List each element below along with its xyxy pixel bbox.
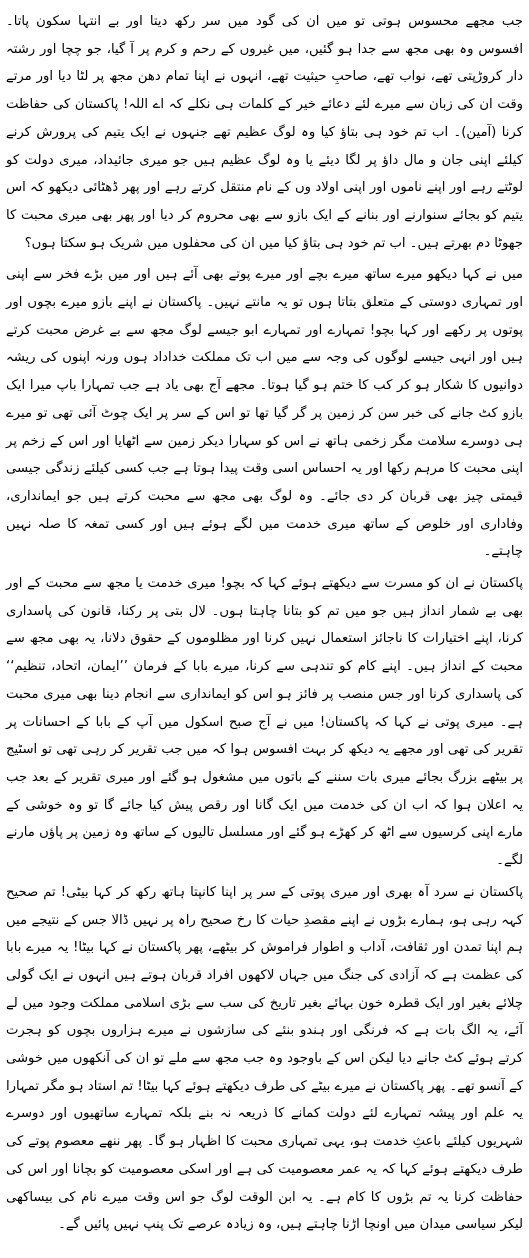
article-paragraph-4: پاکستان نے سرد آہ بھری اور میری پوتی کے سر پر اپنا کانپتا ہاتھ رکھ کر کہا بیٹی! تم صحیح کہہ رہی ہو، ہمارے بڑوں نے اپنے مقصدِ حیات کا رخ صحیح راہ پر نہیں ڈالا جس کے نتیجے میں ہم اپنا تمدن اور ثقافت، آداب و اطوار فراموش کر بیٹھے، پھر پاکستان نے کہا بیٹا! یہ میرے بابا کی عظمت ہے کہ آزادی کی جنگ میں جہاں لاکھوں افراد قربان ہوتے ہیں انہوں نے ایک گولی چلائے بغیر اور ایک قطرہ خون بہائے بغیر تاریخ کی سب سے بڑی اسلامی مملکت وجود میں لے آئے، یہ الگ بات ہے کہ فرنگی اور ہندو بنئے کی سازشوں نے میرے ہزاروں بچوں کو ہجرت کرتے ہوئے کٹ جانے دیا لیکن اس کے باوجود وہ جب مجھ سے ملے تو ان کی آنکھوں میں خوشی کے آنسو تھے۔ پھر پاکستان نے میرے بیٹے کی طرف دیکھتے ہوئے کہا بیٹا! تم استاد ہو مگر تمہارا یہ علم اور پیشہ تمہارے لئے دولت کمانے کا ذریعہ نہ بنے بلکہ تمہارے ساتھیوں اور دوسرے شہریوں کیلئے باعثِ خدمت ہو، یہی تمہاری محبت کا اظہار ہو گا۔ پھر ننھے معصوم پوتے کی طرف دیکھتے ہوئے کہا کہ یہ عمر معصومیت کی ہے اور اسکی معصومیت کو بچانا اور اس کی حفاظت کرنا یہ تم بڑوں کا کام ہے۔ یہ ابن الوقت لوگ جو اس وقت میرے نام کی بیساکھی لیکر سیاسی میدان میں اونچا اڑنا چاہتے ہیں، وہ زیادہ عرصے تک پنپ نہیں پائیں گے۔ [6, 884, 523, 1233]
article-paragraph-3: پاکستان نے ان کو مسرت سے دیکھتے ہوئے کہا کہ بچو! میری خدمت یا مجھ سے محبت کے اور بھی بے شمار انداز ہیں جو میں تم کو بتانا چاہتا ہوں۔ لال بتی پر رکنا، قانون کی پاسداری کرنا، اپنے اختیارات کا ناجائز استعمال نہیں کرنا اور مظلوموں کے حقوق دلانا، یہ بھی مجھ سے محبت کے انداز ہیں۔ اپنے کام کو تندہی سے کرنا، میرے بابا کے فرمان ’’ایمان، اتحاد، تنظیم‘‘ کی پاسداری کرنا اور جس منصب پر فائز ہو اس کو ایمانداری سے انجام دینا بھی میری محبت ہے۔ میری پوتی نے کہا کہ پاکستان! میں نے آج صبح اسکول میں آپ کے بابا کے احسانات پر تقریر کی تھی اور مجھے یہ دیکھ کر بہت افسوس ہوا کہ میں جب تقریر کر رہی تھی تو اسٹیج پر بیٹھے بزرگ بجائے میری بات سننے کے باتوں میں مشغول ہو گئے اور میری تقریر کے بعد جب یہ اعلان ہوا کہ اب ان کی خدمت میں ایک گانا اور رقص پیش کیا جائے گا تو وہ خوشی کے مارے اپنی کرسیوں سے اٹھ کر کھڑے ہو گئے اور مسلسل تالیوں کے ساتھ وہ زمین پر پاؤں مارنے لگے۔ [6, 576, 523, 869]
article-paragraph-2: میں نے کہا دیکھو میرے ساتھ میرے بچے اور میرے پوتے بھی آئے ہیں اور میں بڑے فخر سے اپنی اور تمہاری دوستی کے متعلق بتاتا ہوں تو یہ مانتے نہیں۔ پاکستان نے اپنے بازو میرے بچوں اور پوتوں پر رکھے اور کہا بچو! تمہارے اور تمہارے ابو جیسے لوگ مجھ سے بے غرض محبت کرتے ہیں اور انہی جیسے لوگوں کی وجہ سے میں اب تک مملکت خداداد ہوں ورنہ اپنوں کی ریشہ دوانیوں کا شکار ہو کر کب کا ختم ہو گیا ہوتا۔ مجھے آج بھی یاد ہے جب تمہارا باپ میرا ایک بازو کٹ جانے کی خبر سن کر زمین پر گر گیا تھا تو اس کے سر پر ایک چوٹ آئی تھی تو میرے ہی دوسرے سلامت مگر زخمی ہاتھ نے اس کو سہارا دیکر زمین سے اٹھایا اور اس کے زخم پر اپنی محبت کا مرہم رکھا اور یہ احساس اسی وقت پیدا ہوتا ہے جب کسی کیلئے زندگی جیسی قیمتی چیز بھی قربان کر دی جائے۔ وہ لوگ بھی مجھ سے محبت کرتے ہیں جو ایمانداری، وفاداری اور خلوص کے ساتھ میری خدمت میں لگے ہوئے ہیں اور کسی تمغہ کا صلہ نہیں چاہتے۔ [6, 267, 523, 560]
article-paragraph-1: جب مجھے محسوس ہوتی تو میں ان کی گود میں سر رکھ دیتا اور بے انتہا سکون پاتا۔ افسوس وہ بھی مجھ سے جدا ہو گئیں، میں غیروں کے رحم و کرم پر آ گیا، جو چچا اور رشتہ دار کروڑپتی تھے، نواب تھے، صاحبِ حیثیت تھے، انہوں نے اپنا تمام دھن مجھ پر لٹا دیا اور مرتے وقت ان کی زبان سے میرے لئے دعائے خیر کے کلمات ہی نکلے کہ اے اللہ! پاکستان کی حفاظت کرنا (آمین)۔ اب تم خود ہی بتاؤ کیا وہ لوگ عظیم تھے جنہوں نے ایک یتیم کی پرورش کرنے کیلئے اپنی جان و مال داؤ پر لگا دیئے یا وہ لوگ عظیم ہیں جو میری جائیداد، میری دولت کو لوٹتے رہے اور اپنے ناموں اور اپنی اولاد وں کے نام منتقل کرتے رہے اور پھر ڈھٹائی دیکھو کہ اس یتیم کو بجائے سنوارنے اور بنانے کے ایک بازو سے بھی محروم کر دیا اور پھر بھی میری محبت کا جھوٹا دم بھرتے ہیں۔ اب تم خود ہی بتاؤ کیا میں ان کی محفلوں میں شریک ہو سکتا ہوں؟ [6, 14, 523, 251]
